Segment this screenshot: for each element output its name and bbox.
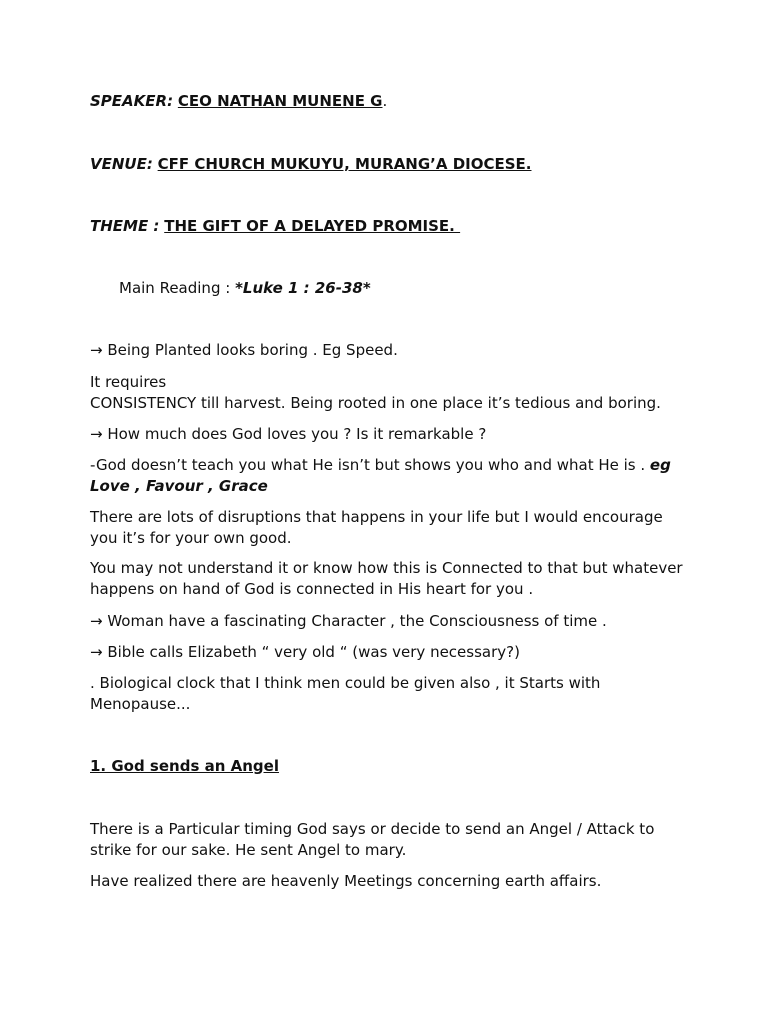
main-reading-line <box>119 278 719 299</box>
venue-value: CFF CHURCH MUKUYU, MURANG’A DIOCESE. <box>157 155 532 173</box>
speaker-label: SPEAKER: <box>90 92 174 110</box>
theme-label: THEME : <box>90 217 160 235</box>
reading-label: Main Reading : <box>119 279 236 297</box>
speaker-trailing: . <box>382 92 388 110</box>
god-teach-emphasis: eg Love , Favour , Grace <box>90 456 671 495</box>
god-teach-text: -God doesn’t teach you what He isn’t but shows you who and what He is . <box>90 456 650 474</box>
paragraph-requires-line2: CONSISTENCY till harvest. Being rooted in one place it’s tedious and boring. <box>90 394 661 412</box>
paragraph-woman: → Woman have a fascinating Character , the Consciousness of time . <box>90 612 607 630</box>
paragraph-disruptions: There are lots of disruptions that happens in your life but I would encourage you it’s for your own good. <box>90 508 663 547</box>
paragraph-heavenly-meetings: Have realized there are heavenly Meetings concerning earth affairs. <box>90 872 602 890</box>
paragraph-requires-line1: It requires <box>90 373 167 391</box>
paragraph-god-teach <box>90 455 690 497</box>
speaker-value: CEO NATHAN MUNENE G <box>177 92 383 110</box>
venue-line <box>90 154 690 175</box>
venue-label: VENUE: <box>90 155 153 173</box>
paragraph-planted: → Being Planted looks boring . Eg Speed. <box>90 341 398 359</box>
theme-value: THE GIFT OF A DELAYED PROMISE. <box>164 217 461 235</box>
paragraph-understand: You may not understand it or know how this is Connected to that but whatever happens on hand of God is connected in His heart for you . <box>90 559 683 598</box>
paragraph-god-loves: → How much does God loves you ? Is it remarkable ? <box>90 425 487 443</box>
paragraph-biological-clock: . Biological clock that I think men could be given also , it Starts with Menopause... <box>90 674 601 713</box>
paragraph-particular-timing: There is a Particular timing God says or decide to send an Angel / Attack to strike for our sake. He sent Angel to mary. <box>90 820 655 859</box>
reading-value: *Luke 1 : 26-38* <box>235 279 371 297</box>
theme-line <box>90 216 690 237</box>
paragraph-elizabeth: → Bible calls Elizabeth “ very old “ (was very necessary?) <box>90 643 520 661</box>
section-heading-god-sends-angel: 1. God sends an Angel <box>90 757 279 775</box>
speaker-line <box>90 91 690 112</box>
